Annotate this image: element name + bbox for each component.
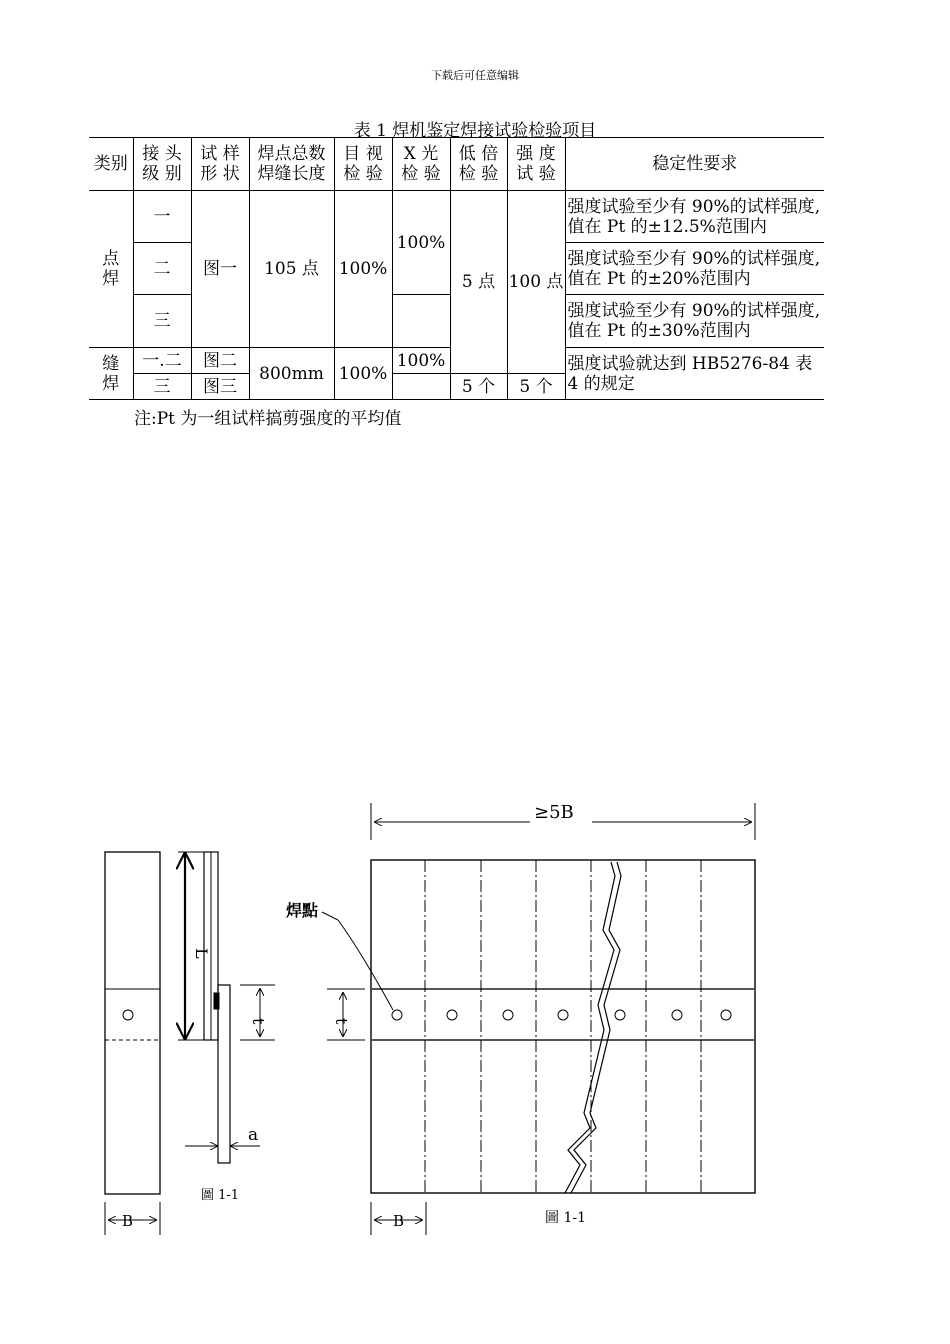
col-specimen-shape: 试 样 形 状 xyxy=(191,138,249,191)
weld-point-label: 焊點 xyxy=(286,901,319,920)
col-joint-grade: 接 头 级 别 xyxy=(133,138,191,191)
strength-merged: 100 点 xyxy=(507,191,565,374)
spot-shape: 图一 xyxy=(191,191,249,348)
right-specimen-plate xyxy=(371,860,755,1193)
left-specimen-side xyxy=(178,852,275,1163)
spot-total: 105 点 xyxy=(249,191,334,348)
seam-shape-3: 图三 xyxy=(191,374,249,400)
spot-category: 点 焊 xyxy=(89,191,133,348)
table-caption: 表 1 焊机鉴定焊接试验检验项目 xyxy=(353,121,597,141)
spot-grade-2: 二 xyxy=(133,243,191,295)
seam-total: 800mm xyxy=(249,348,334,400)
seam-macro: 5 个 xyxy=(450,374,507,400)
col-macro: 低 倍 检 验 xyxy=(450,138,507,191)
left-specimen-front xyxy=(105,852,160,1194)
spot-req-3: 强度试验至少有 90%的试样强度, 值在 Pt 的±30%范围内 xyxy=(565,295,824,348)
spot-grade-1: 一 xyxy=(133,191,191,243)
seam-grade-12: 一.二 xyxy=(133,348,191,374)
page-header: 下载后可任意编辑 xyxy=(431,69,519,82)
col-xray: X 光 检 验 xyxy=(392,138,450,191)
seam-shape-2: 图二 xyxy=(191,348,249,374)
table-note: 注:Pt 为一组试样搞剪强度的平均值 xyxy=(134,409,402,429)
fig-left-caption: 圖 1-1 xyxy=(201,1188,240,1203)
spot-grade-3: 三 xyxy=(133,295,191,348)
spot-xray: 100% xyxy=(392,191,450,295)
seam-strength: 5 个 xyxy=(507,374,565,400)
col-strength: 强 度 试 验 xyxy=(507,138,565,191)
dim-t-left-label: t xyxy=(249,1018,268,1025)
spot-visual: 100% xyxy=(334,191,392,348)
seam-grade-3: 三 xyxy=(133,374,191,400)
dim-t-right-label: t xyxy=(332,1018,351,1025)
macro-merged: 5 点 xyxy=(450,191,507,374)
col-total-count: 焊点总数 焊缝长度 xyxy=(249,138,334,191)
dim-b-right-label: B xyxy=(393,1212,405,1230)
spot-req-2: 强度试验至少有 90%的试样强度, 值在 Pt 的±20%范围内 xyxy=(565,243,824,295)
weld-point-leader xyxy=(322,912,393,1010)
fig-right-caption: 圖 1-1 xyxy=(545,1210,586,1226)
col-category: 类别 xyxy=(89,138,133,191)
dim-t-right xyxy=(327,989,365,1040)
col-visual: 目 视 检 验 xyxy=(334,138,392,191)
spot-req-1: 强度试验至少有 90%的试样强度, 值在 Pt 的±12.5%范围内 xyxy=(565,191,824,243)
seam-xray: 100% xyxy=(392,348,450,374)
seam-category: 缝 焊 xyxy=(89,348,133,400)
dim-a-label: a xyxy=(248,1125,259,1145)
dim-5b-label: ≥5B xyxy=(534,802,574,823)
seam-visual: 100% xyxy=(334,348,392,400)
col-stability: 稳定性要求 xyxy=(565,138,824,191)
seam-req: 强度试验就达到 HB5276-84 表 4 的规定 xyxy=(565,348,824,400)
dim-l-label: L xyxy=(192,948,211,959)
dim-b-left-label: B xyxy=(122,1212,134,1230)
